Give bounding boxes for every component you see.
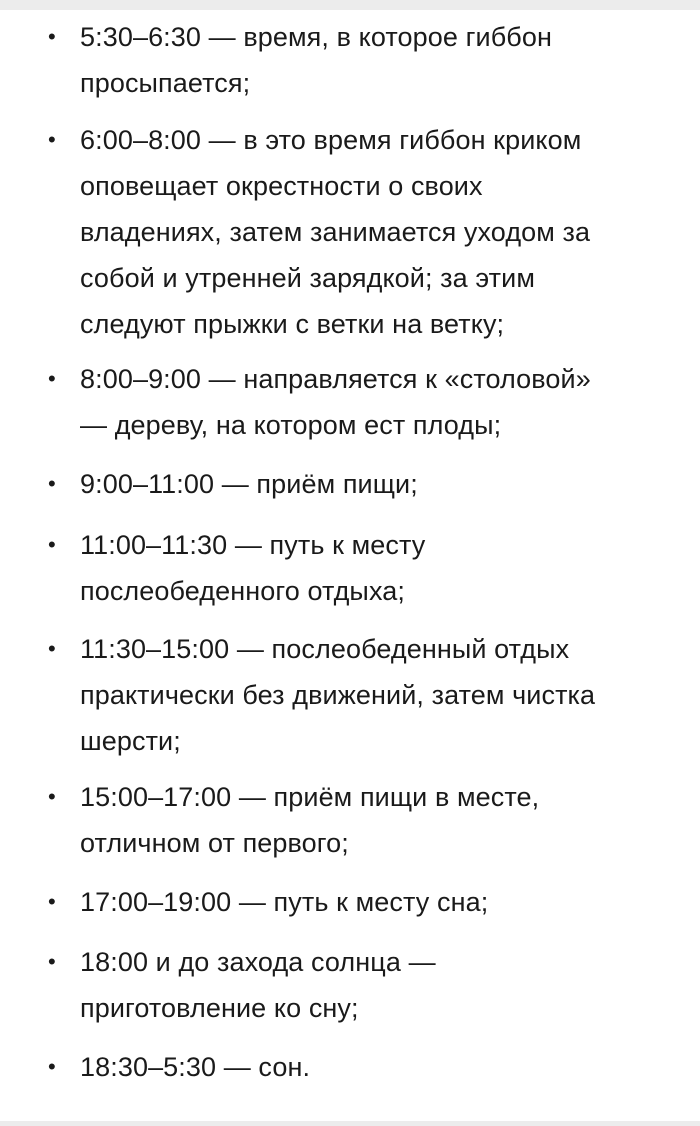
- bullet-icon: •: [48, 949, 56, 974]
- item-text-line: 6:00–8:00 — в это время гиббон криком: [80, 125, 582, 155]
- bullet-icon: •: [48, 471, 56, 496]
- list-item: [48, 1044, 680, 1090]
- item-text-line: 18:30–5:30 — сон.: [80, 1052, 311, 1082]
- bullet-icon: •: [48, 24, 56, 49]
- item-text-line: практически без движений, затем чистка: [80, 680, 596, 710]
- top-divider: [0, 0, 700, 10]
- list-item: [48, 356, 680, 448]
- bottom-divider: [0, 1121, 700, 1126]
- item-text-line: просыпается;: [80, 68, 251, 98]
- list-item: [48, 774, 680, 866]
- item-text-line: собой и утренней зарядкой; за этим: [80, 263, 535, 293]
- item-text-line: отличном от первого;: [80, 828, 349, 858]
- bullet-icon: •: [48, 366, 56, 391]
- bullet-icon: •: [48, 636, 56, 661]
- list-item: [48, 522, 680, 614]
- list-item: [48, 939, 680, 1031]
- item-text-line: 15:00–17:00 — приём пищи в месте,: [80, 782, 540, 812]
- item-text-line: 11:30–15:00 — послеобеденный отдых: [80, 634, 570, 664]
- item-text-line: 18:00 и до захода солнца —: [80, 947, 436, 977]
- item-text-line: 8:00–9:00 — направляется к «столовой»: [80, 364, 591, 394]
- bullet-icon: •: [48, 784, 56, 809]
- bullet-icon: •: [48, 1054, 56, 1079]
- item-text-line: 9:00–11:00 — приём пищи;: [80, 469, 418, 499]
- item-text-line: владениях, затем занимается уходом за: [80, 217, 591, 247]
- list-item: [48, 879, 680, 925]
- item-text-line: 17:00–19:00 — путь к месту сна;: [80, 887, 489, 917]
- bullet-icon: •: [48, 127, 56, 152]
- item-text-line: следуют прыжки с ветки на ветку;: [80, 309, 505, 339]
- list-item: [48, 14, 680, 106]
- item-text-line: приготовление ко сну;: [80, 993, 359, 1023]
- item-text-line: оповещает окрестности о своих: [80, 171, 483, 201]
- list-item: [48, 461, 680, 507]
- item-text-line: 11:00–11:30 — путь к месту: [80, 530, 426, 560]
- bullet-icon: •: [48, 889, 56, 914]
- item-text-line: — дереву, на котором ест плоды;: [80, 410, 502, 440]
- bullet-icon: •: [48, 532, 56, 557]
- item-text-line: шерсти;: [80, 726, 181, 756]
- list-item: [48, 117, 680, 347]
- item-text-line: 5:30–6:30 — время, в которое гиббон: [80, 22, 552, 52]
- list-item: [48, 626, 680, 764]
- item-text-line: послеобеденного отдыха;: [80, 576, 405, 606]
